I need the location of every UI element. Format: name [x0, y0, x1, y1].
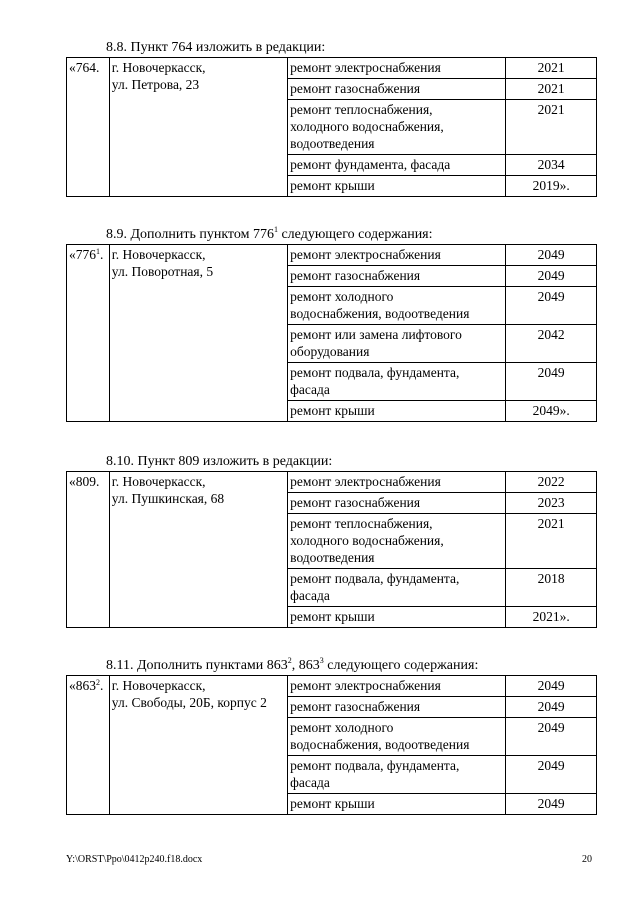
year-cell: [506, 58, 597, 79]
address-line: ул. Петрова, 23: [111, 77, 200, 92]
page-number: 20: [582, 854, 592, 865]
work-cell: [288, 100, 506, 155]
year-text: 2021: [537, 516, 565, 531]
year-text: 2042: [537, 327, 565, 342]
year-cell: [506, 569, 597, 607]
item-address: [109, 676, 287, 815]
year-cell: [506, 363, 597, 401]
address-line: г. Новочеркасск,: [111, 60, 206, 75]
work-cell: [288, 287, 506, 325]
work-line: холодного водоснабжения,: [290, 119, 444, 134]
work-line: ремонт теплоснабжения,: [290, 516, 433, 531]
year-cell: [506, 155, 597, 176]
item-number-text: «809.: [69, 474, 100, 489]
year-text: 2049: [537, 268, 565, 283]
item-number-text: «764.: [69, 60, 100, 75]
work-cell: [288, 569, 506, 607]
work-line: ремонт электроснабжения: [290, 60, 441, 75]
address-line: г. Новочеркасск,: [111, 474, 206, 489]
year-cell: [506, 325, 597, 363]
address-line: ул. Пушкинская, 68: [111, 491, 225, 506]
work-line: ремонт электроснабжения: [290, 247, 441, 262]
footer-file-path: Y:\ORST\Ppo\0412p240.f18.docx: [66, 854, 203, 865]
work-line: ремонт крыши: [290, 796, 375, 811]
year-text: 2022: [537, 474, 565, 489]
work-cell: [288, 176, 506, 197]
work-line: ремонт крыши: [290, 403, 375, 418]
work-cell: [288, 697, 506, 718]
year-text: 2049: [537, 758, 565, 773]
heading-text: следующего содержания:: [323, 658, 479, 673]
item-number: [67, 245, 110, 422]
work-line: ремонт газоснабжения: [290, 81, 421, 96]
section-table: [66, 57, 597, 197]
work-cell: [288, 676, 506, 697]
heading-superscript: 2: [287, 656, 292, 665]
year-cell: [506, 607, 597, 628]
year-cell: [506, 493, 597, 514]
item-address: [109, 245, 287, 422]
section-heading: [106, 227, 433, 243]
year-cell: [506, 287, 597, 325]
work-cell: [288, 325, 506, 363]
year-text: 2049: [537, 289, 565, 304]
year-text: 2021: [537, 102, 565, 117]
year-cell: [506, 514, 597, 569]
heading-superscript: 3: [319, 656, 324, 665]
work-line: ремонт подвала, фундамента,: [290, 758, 460, 773]
year-cell: [506, 245, 597, 266]
address-line: г. Новочеркасск,: [111, 247, 206, 262]
year-text: 2019».: [532, 178, 570, 193]
year-text: 2049: [537, 247, 565, 262]
work-line: водоотведения: [290, 136, 375, 151]
work-line: ремонт теплоснабжения,: [290, 102, 433, 117]
work-line: фасада: [290, 775, 330, 790]
item-number-text: «863: [69, 678, 96, 693]
year-text: 2049».: [532, 403, 570, 418]
section-heading: [106, 658, 478, 674]
work-line: ремонт электроснабжения: [290, 474, 441, 489]
work-line: ремонт крыши: [290, 609, 375, 624]
work-line: ремонт газоснабжения: [290, 495, 421, 510]
work-cell: [288, 245, 506, 266]
year-cell: [506, 401, 597, 422]
work-cell: [288, 58, 506, 79]
year-text: 2049: [537, 720, 565, 735]
item-number: [67, 472, 110, 628]
year-cell: [506, 100, 597, 155]
item-number-superscript: 1: [96, 247, 100, 256]
item-number: [67, 58, 110, 197]
work-line: ремонт газоснабжения: [290, 699, 421, 714]
item-number-text: «776: [69, 247, 96, 262]
year-cell: [506, 176, 597, 197]
year-text: 2021: [537, 60, 565, 75]
year-text: 2049: [537, 678, 565, 693]
work-line: ремонт подвала, фундамента,: [290, 365, 460, 380]
work-cell: [288, 607, 506, 628]
heading-text: , 863: [291, 658, 320, 673]
item-address: [109, 58, 287, 197]
heading-text: следующего содержания:: [277, 227, 433, 242]
work-line: ремонт электроснабжения: [290, 678, 441, 693]
work-line: холодного водоснабжения,: [290, 533, 444, 548]
section-table: [66, 675, 597, 815]
year-text: 2018: [537, 571, 565, 586]
year-cell: [506, 676, 597, 697]
address-line: ул. Свободы, 20Б, корпус 2: [111, 695, 267, 710]
work-cell: [288, 493, 506, 514]
year-cell: [506, 266, 597, 287]
year-cell: [506, 794, 597, 815]
year-text: 2021».: [532, 609, 570, 624]
work-line: оборудования: [290, 344, 370, 359]
year-text: 2023: [537, 495, 565, 510]
work-cell: [288, 363, 506, 401]
work-line: ремонт крыши: [290, 178, 375, 193]
work-line: ремонт холодного: [290, 720, 394, 735]
year-text: 2049: [537, 796, 565, 811]
work-cell: [288, 472, 506, 493]
work-cell: [288, 756, 506, 794]
item-number-text: .: [100, 247, 104, 262]
heading-text: 8.10. Пункт 809 изложить в редакции:: [106, 454, 333, 469]
work-line: ремонт или замена лифтового: [290, 327, 462, 342]
work-cell: [288, 794, 506, 815]
work-line: ремонт фундамента, фасада: [290, 157, 451, 172]
work-cell: [288, 155, 506, 176]
year-cell: [506, 718, 597, 756]
item-number: [67, 676, 110, 815]
work-cell: [288, 718, 506, 756]
work-line: фасада: [290, 382, 330, 397]
year-text: 2049: [537, 699, 565, 714]
heading-text: 8.11. Дополнить пунктами 863: [106, 658, 288, 673]
year-cell: [506, 472, 597, 493]
work-cell: [288, 514, 506, 569]
heading-superscript: 1: [273, 225, 278, 234]
year-cell: [506, 79, 597, 100]
work-cell: [288, 401, 506, 422]
work-line: фасада: [290, 588, 330, 603]
address-line: ул. Поворотная, 5: [111, 264, 214, 279]
work-line: ремонт холодного: [290, 289, 394, 304]
work-cell: [288, 266, 506, 287]
section-table: [66, 471, 597, 628]
item-address: [109, 472, 287, 628]
work-line: ремонт подвала, фундамента,: [290, 571, 460, 586]
address-line: г. Новочеркасск,: [111, 678, 206, 693]
year-cell: [506, 756, 597, 794]
year-text: 2021: [537, 81, 565, 96]
work-line: ремонт газоснабжения: [290, 268, 421, 283]
item-number-superscript: 2: [96, 678, 100, 687]
work-line: водоотведения: [290, 550, 375, 565]
work-line: водоснабжения, водоотведения: [290, 306, 470, 321]
year-text: 2034: [537, 157, 565, 172]
section-heading: [106, 40, 325, 56]
heading-text: 8.8. Пункт 764 изложить в редакции:: [106, 40, 326, 55]
item-number-text: .: [100, 678, 104, 693]
work-cell: [288, 79, 506, 100]
section-heading: [106, 454, 332, 470]
heading-text: 8.9. Дополнить пунктом 776: [106, 227, 274, 242]
year-cell: [506, 697, 597, 718]
year-text: 2049: [537, 365, 565, 380]
section-table: [66, 244, 597, 422]
work-line: водоснабжения, водоотведения: [290, 737, 470, 752]
